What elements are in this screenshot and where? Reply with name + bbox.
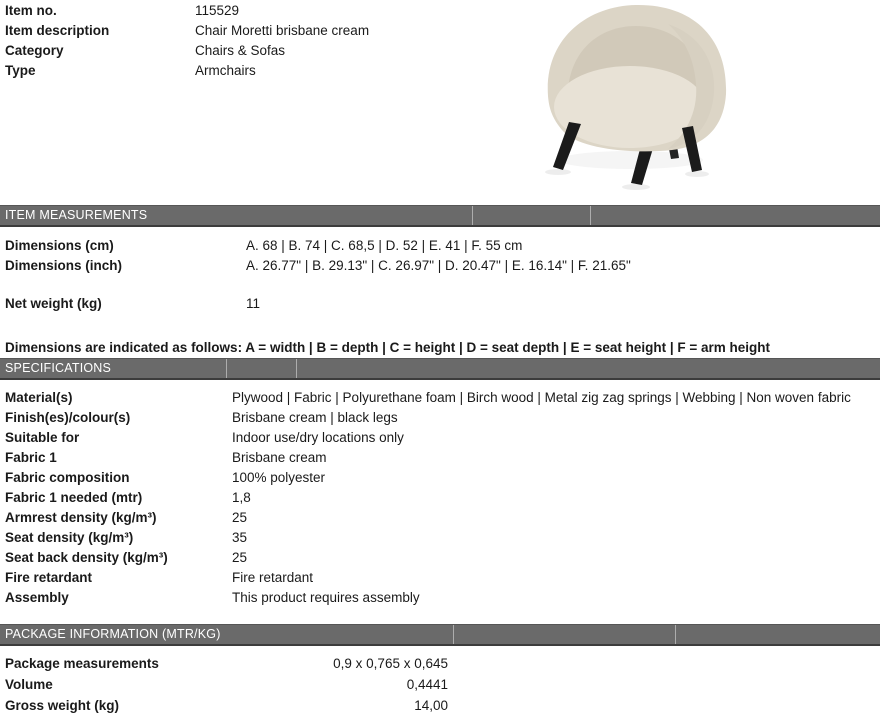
- table-row-seat-density: [5, 528, 851, 548]
- section-title: SPECIFICATIONS: [5, 361, 112, 375]
- field-value: Chair Moretti brisbane cream: [195, 23, 370, 38]
- section-title: PACKAGE INFORMATION (MTR/KG): [5, 627, 221, 641]
- field-row-item-no: [5, 1, 369, 21]
- chair-foot-shadow: [545, 169, 571, 175]
- column-divider: [453, 625, 454, 644]
- row-value: Brisbane cream: [232, 450, 327, 465]
- row-label: Fabric 1: [5, 450, 57, 465]
- field-value: Chairs & Sofas: [195, 43, 286, 58]
- row-label: Assembly: [5, 590, 69, 605]
- row-label: Armrest density (kg/m³): [5, 510, 157, 525]
- section-header-specifications: [0, 358, 880, 380]
- row-label: Material(s): [5, 390, 73, 405]
- chair-floor-shadow: [559, 151, 703, 169]
- row-value: 11: [246, 296, 261, 311]
- specifications-table: [5, 388, 851, 608]
- row-value: 100% polyester: [232, 470, 326, 485]
- row-label: Package measurements: [5, 656, 159, 671]
- row-label: Volume: [5, 677, 53, 692]
- table-row-materials: [5, 388, 851, 408]
- column-divider: [226, 359, 227, 378]
- row-label: Fire retardant: [5, 570, 93, 585]
- chair-foot-shadow: [685, 171, 709, 177]
- row-label: Seat back density (kg/m³): [5, 550, 168, 565]
- field-label: Category: [5, 43, 64, 58]
- column-divider: [472, 206, 473, 225]
- field-row-type: [5, 61, 369, 81]
- row-value: Fire retardant: [232, 570, 314, 585]
- dimensions-legend-note: Dimensions are indicated as follows: A = width | B = depth | C = height | D = seat depth | E = seat height | F = arm height: [5, 340, 771, 355]
- table-row-dimensions-inch: [5, 256, 631, 276]
- row-value: Indoor use/dry locations only: [232, 430, 404, 445]
- table-row-fabric-composition: [5, 468, 851, 488]
- table-row-gross-weight: [5, 695, 448, 716]
- row-value: This product requires assembly: [232, 590, 420, 605]
- row-label: Net weight (kg): [5, 296, 102, 311]
- measurements-table: [5, 236, 631, 314]
- table-row-fabric-needed: [5, 488, 851, 508]
- field-value: Armchairs: [195, 63, 256, 78]
- chair-foot-shadow: [622, 184, 650, 190]
- field-row-item-description: [5, 21, 369, 41]
- row-label: Dimensions (inch): [5, 258, 123, 273]
- row-value: 35: [232, 530, 248, 545]
- product-header: [5, 1, 369, 81]
- column-divider: [675, 625, 676, 644]
- row-value: 25: [232, 550, 248, 565]
- section-header-item-measurements: [0, 205, 880, 227]
- table-row-dimensions-cm: [5, 236, 631, 256]
- field-row-category: [5, 41, 369, 61]
- row-value: A. 26.77" | B. 29.13" | C. 26.97" | D. 20.47" | E. 16.14" | F. 21.65": [246, 258, 631, 273]
- field-label: Item description: [5, 23, 110, 38]
- row-spacer: [5, 276, 631, 294]
- row-label: Fabric 1 needed (mtr): [5, 490, 143, 505]
- table-row-fabric-1: [5, 448, 851, 468]
- row-label: Finish(es)/colour(s): [5, 410, 131, 425]
- package-table: [5, 653, 448, 716]
- row-value: 25: [232, 510, 248, 525]
- table-row-package-measurements: [5, 653, 448, 674]
- table-row-assembly: [5, 588, 851, 608]
- section-title: ITEM MEASUREMENTS: [5, 208, 148, 222]
- row-label: Gross weight (kg): [5, 698, 120, 713]
- table-row-volume: [5, 674, 448, 695]
- row-value: 0,9 x 0,765 x 0,645: [333, 656, 448, 671]
- table-row-finishes: [5, 408, 851, 428]
- row-label: Suitable for: [5, 430, 80, 445]
- row-label: Fabric composition: [5, 470, 130, 485]
- section-header-package-information: [0, 624, 880, 646]
- table-row-armrest-density: [5, 508, 851, 528]
- field-label: Item no.: [5, 3, 57, 18]
- column-divider: [296, 359, 297, 378]
- row-value: 1,8: [232, 490, 251, 505]
- table-row-suitable-for: [5, 428, 851, 448]
- row-value: Plywood | Fabric | Polyurethane foam | Birch wood | Metal zig zag springs | Webbing | Non woven fabric: [232, 390, 851, 405]
- row-value: 14,00: [414, 698, 448, 713]
- row-value: 0,4441: [406, 677, 448, 692]
- row-label: Dimensions (cm): [5, 238, 114, 253]
- armchair-product-photo: [536, 0, 740, 190]
- row-label: Seat density (kg/m³): [5, 530, 134, 545]
- column-divider: [590, 206, 591, 225]
- table-row-seat-back-density: [5, 548, 851, 568]
- table-row-fire-retardant: [5, 568, 851, 588]
- field-label: Type: [5, 63, 36, 78]
- table-row-net-weight: [5, 294, 631, 314]
- row-value: A. 68 | B. 74 | C. 68,5 | D. 52 | E. 41 | F. 55 cm: [246, 238, 523, 253]
- field-value: 115529: [195, 3, 240, 18]
- row-value: Brisbane cream | black legs: [232, 410, 398, 425]
